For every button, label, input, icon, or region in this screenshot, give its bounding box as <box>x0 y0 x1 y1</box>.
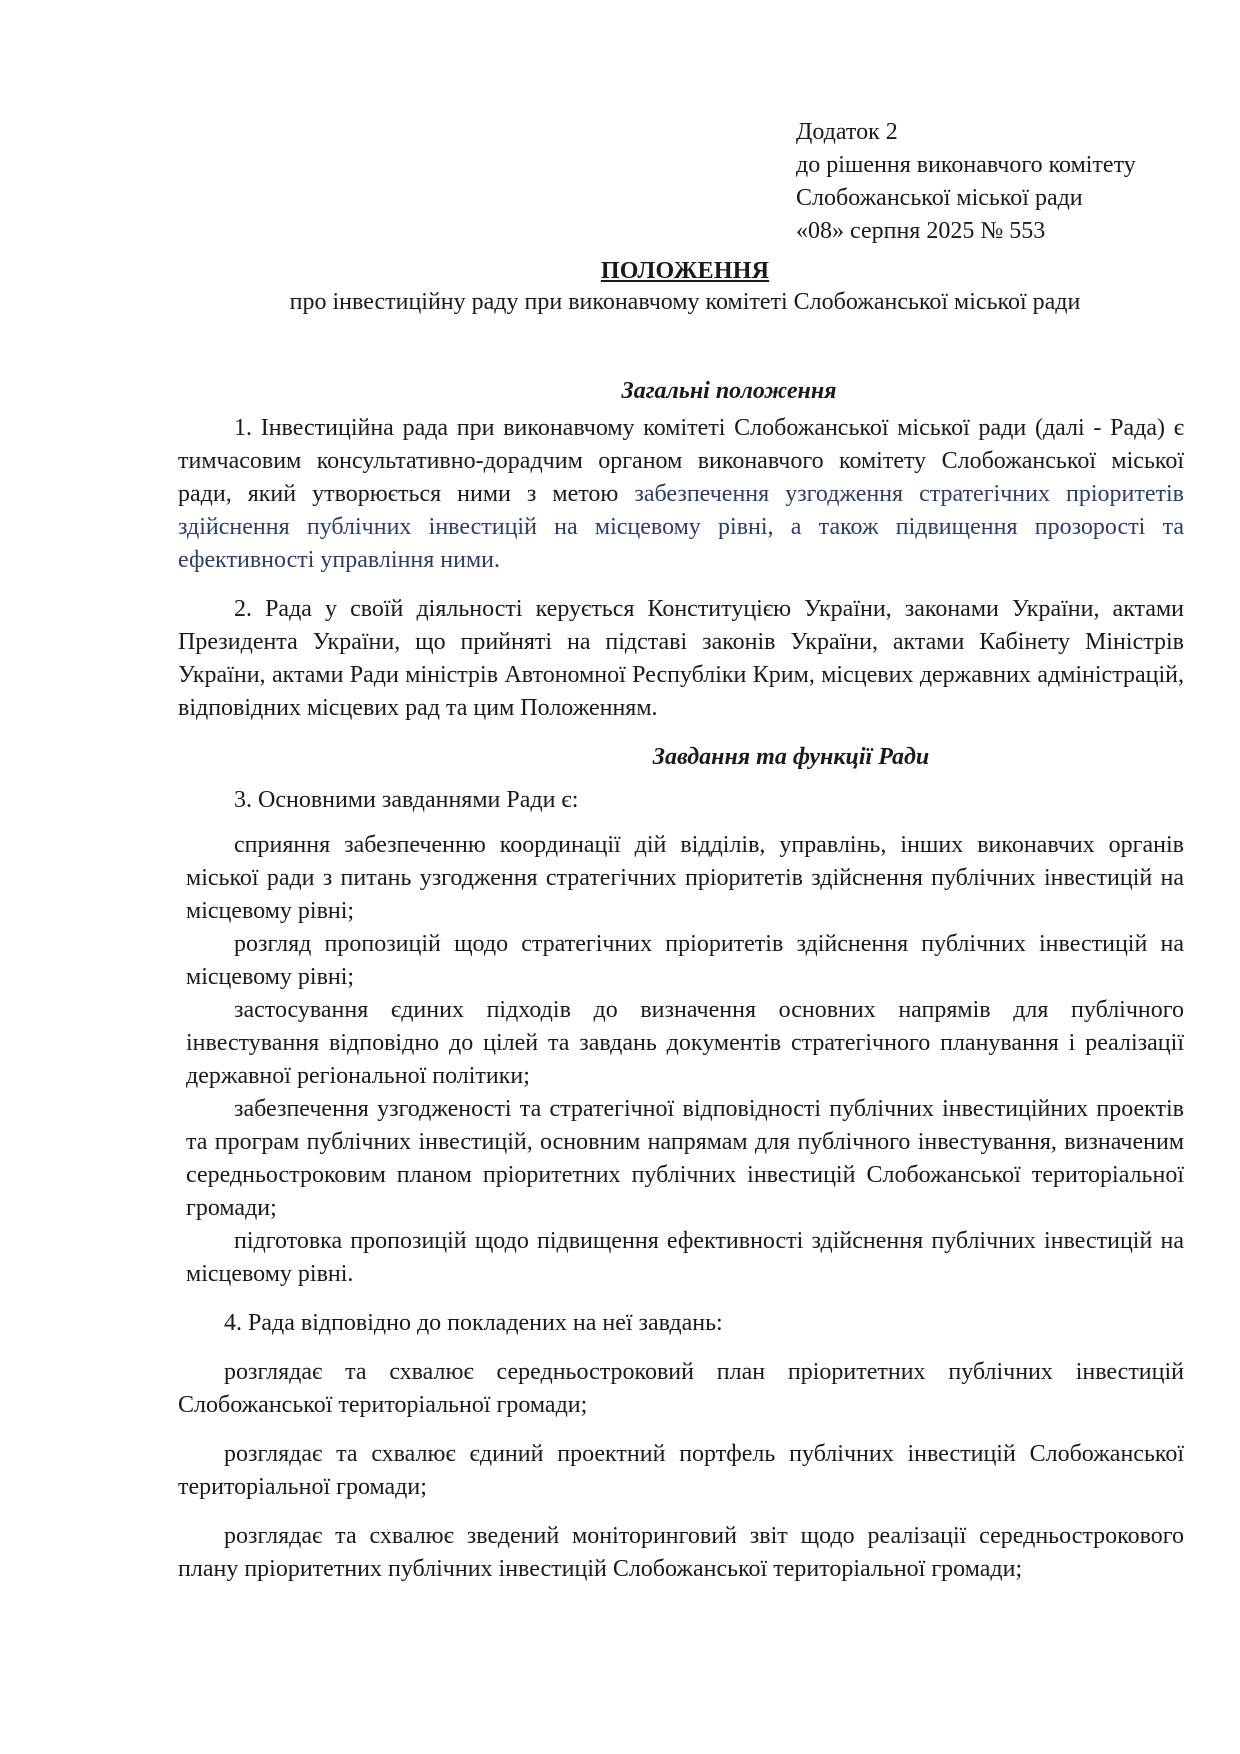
list-item: підготовка пропозицій щодо підвищення ефективності здійснення публічних інвестицій на місцевому рівні. <box>186 1228 1184 1287</box>
paragraph-2: 2. Рада у своїй діяльності керується Конституцією України, законами України, актами Президента України, що прийняті на підставі законів України, актами Кабінету Міністрів України, актами Ради міністрів Автономної Республіки Крим, місцевих державних адміністрацій, відповідних місцевих рад та цим Положенням. <box>178 596 1184 721</box>
document-title: ПОЛОЖЕННЯ <box>600 258 770 284</box>
list-item: розглядає та схвалює середньостроковий план пріоритетних публічних інвестицій Слобожанської територіальної громади; <box>178 1359 1184 1418</box>
paragraph-1-lead: 1. Інвестиційна рада при виконавчому комітеті Слобожанської міської ради (далі - Рада) є тимчасовим консультативно-дорадчим органом виконавчого комітету Слобожанської міської ради, який утворюється ними з метою <box>178 415 1184 507</box>
annex-date-number: «08» серпня 2025 № 553 <box>796 218 1046 244</box>
functions-intro: 4. Рада відповідно до покладених на неї завдань: <box>224 1310 723 1336</box>
annex-number: Додаток 2 <box>796 119 898 145</box>
section-heading-general: Загальні положення <box>621 378 837 404</box>
list-item: розглядає та схвалює єдиний проектний портфель публічних інвестицій Слобожанської територіальної громади; <box>178 1441 1184 1500</box>
paragraph-1 <box>178 412 1184 577</box>
list-item: забезпечення узгодженості та стратегічної відповідності публічних інвестиційних проектів та програм публічних інвестицій, основним напрямам для публічного інвестування, визначеним середньостроковим планом пріоритетних публічних інвестицій Слобожанської територіальної громади; <box>186 1096 1184 1221</box>
list-item: сприяння забезпеченню координації дій відділів, управлінь, інших виконавчих органів міської ради з питань узгодження стратегічних пріоритетів здійснення публічних інвестицій на місцевому рівні; <box>186 832 1184 924</box>
tasks-intro: 3. Основними завданнями Ради є: <box>234 787 579 813</box>
annex-block <box>796 116 1136 248</box>
section-heading-tasks: Завдання та функції Ради <box>652 744 930 770</box>
paragraph-1-highlight: забезпечення узгодження стратегічних пріоритетів здійснення публічних інвестицій на місцевому рівні, а також підвищення прозорості та ефективності управління ними. <box>178 481 1184 573</box>
annex-council-name: Слобожанської міської ради <box>796 185 1083 211</box>
list-item: застосування єдиних підходів до визначення основних напрямів для публічного інвестування відповідно до цілей та завдань документів стратегічного планування і реалізації державної регіональної політики; <box>186 997 1184 1089</box>
document-subtitle: про інвестиційну раду при виконавчому комітеті Слобожанської міської ради <box>289 289 1081 315</box>
annex-decision-ref: до рішення виконавчого комітету <box>796 152 1136 178</box>
list-item: розгляд пропозицій щодо стратегічних пріоритетів здійснення публічних інвестицій на місцевому рівні; <box>186 931 1184 990</box>
document-body <box>178 375 1184 1602</box>
list-item: розглядає та схвалює зведений моніторинговий звіт щодо реалізації середньострокового плану пріоритетних публічних інвестицій Слобожанської територіальної громади; <box>178 1523 1184 1582</box>
tasks-list <box>178 829 1184 1291</box>
